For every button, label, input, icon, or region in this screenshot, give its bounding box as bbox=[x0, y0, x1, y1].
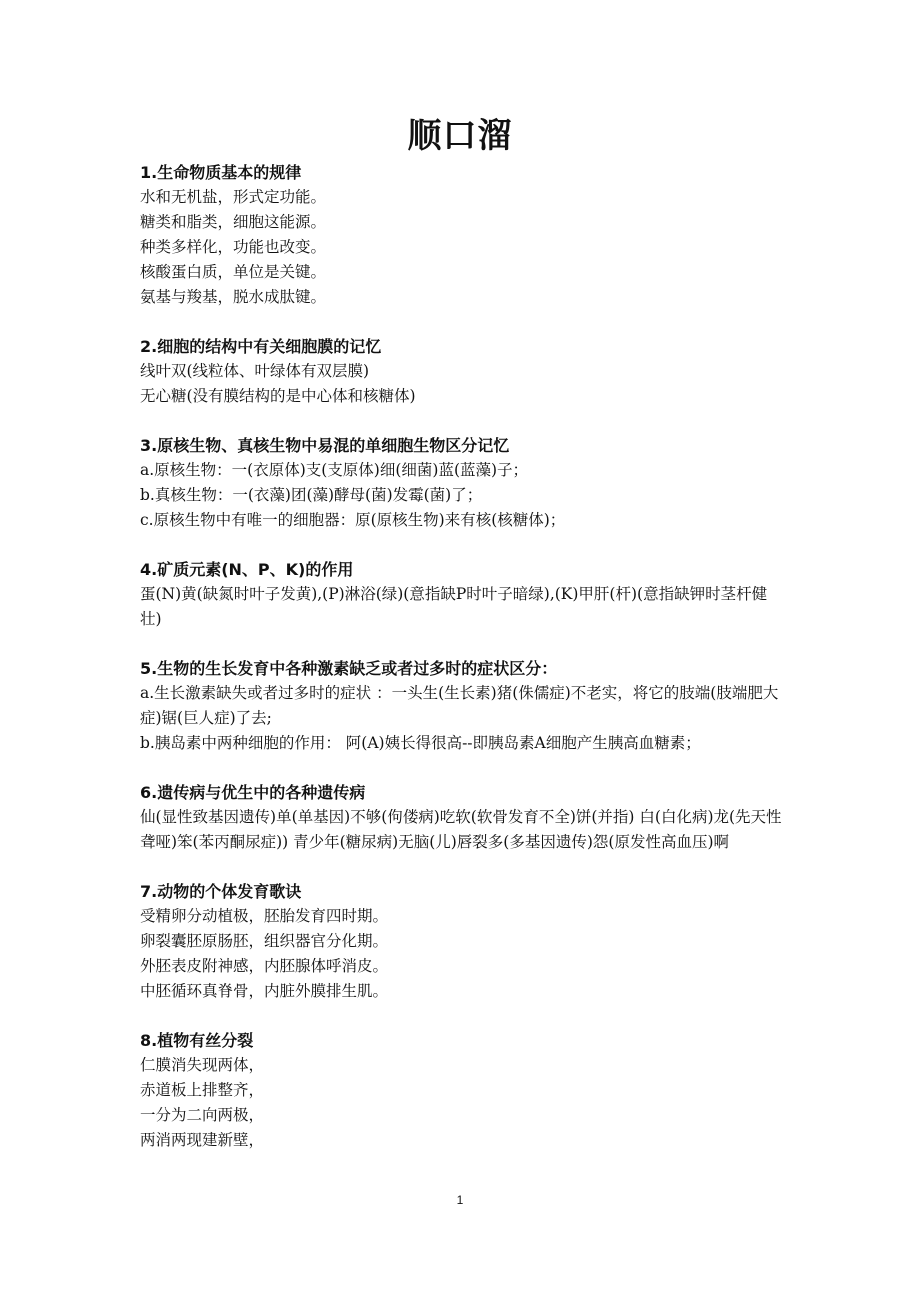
text-line: 一分为二向两极， bbox=[140, 1106, 265, 1124]
text-line: a.生长激素缺失或者过多时的症状 ：一头生(生长素)猪(侏儒症)不老实，将它的肢端(肢端肥大症)锯(巨人症)了去; bbox=[140, 684, 779, 727]
section-3 bbox=[140, 433, 782, 533]
text-line: 糖类和脂类，细胞这能源。 bbox=[140, 213, 327, 231]
section-heading: 3.原核生物、真核生物中易混的单细胞生物区分记忆 bbox=[140, 436, 510, 455]
section-heading: 5.生物的生长发育中各种激素缺乏或者过多时的症状区分： bbox=[140, 659, 558, 678]
section-heading: 2.细胞的结构中有关细胞膜的记忆 bbox=[140, 337, 382, 356]
document-body bbox=[140, 160, 782, 1177]
text-line: 受精卵分动植极，胚胎发育四时期。 bbox=[140, 907, 389, 925]
text-line: 中胚循环真脊骨，内脏外膜排生肌。 bbox=[140, 982, 389, 1000]
text-line: 核酸蛋白质，单位是关键。 bbox=[140, 263, 327, 281]
section-4 bbox=[140, 557, 782, 632]
section-1 bbox=[140, 160, 782, 310]
text-line: 赤道板上排整齐， bbox=[140, 1081, 265, 1099]
text-line: 两消两现建新壁， bbox=[140, 1131, 265, 1149]
section-heading: 8.植物有丝分裂 bbox=[140, 1031, 254, 1050]
text-line: 水和无机盐，形式定功能。 bbox=[140, 188, 327, 206]
text-line: b.胰岛素中两种细胞的作用： 阿(A)姨长得很高--即胰岛素A细胞产生胰高血糖素； bbox=[140, 734, 701, 752]
text-line: 种类多样化，功能也改变。 bbox=[140, 238, 327, 256]
text-line: 卵裂囊胚原肠胚，组织器官分化期。 bbox=[140, 932, 389, 950]
text-line: c.原核生物中有唯一的细胞器：原(原核生物)来有核(核糖体)； bbox=[140, 511, 566, 529]
text-line: a.原核生物：一(衣原体)支(支原体)细(细菌)蓝(蓝藻)子； bbox=[140, 461, 529, 479]
text-line: 蛋(N)黄(缺氮时叶子发黄),(P)淋浴(绿)(意指缺P时叶子暗绿),(K)甲肝(杆)(意指缺钾时茎杆健壮) bbox=[140, 585, 768, 628]
section-heading: 6.遗传病与优生中的各种遗传病 bbox=[140, 783, 366, 802]
section-heading: 4.矿质元素(N、P、K)的作用 bbox=[140, 560, 354, 579]
text-line: b.真核生物：一(衣藻)团(藻)酵母(菌)发霉(菌)了； bbox=[140, 486, 483, 504]
text-line: 仙(显性致基因遗传)单(单基因)不够(佝偻病)吃软(软骨发育不全)饼(并指) 白(白化病)龙(先天性聋哑)笨(苯丙酮尿症)) 青少年(糖尿病)无脑(儿)唇裂多(多基因遗传)怨(原发性高血压)啊 bbox=[140, 808, 782, 851]
section-8 bbox=[140, 1028, 782, 1153]
section-6 bbox=[140, 780, 782, 855]
section-heading: 7.动物的个体发育歌诀 bbox=[140, 882, 302, 901]
page-number: 1 bbox=[456, 1193, 464, 1207]
section-7 bbox=[140, 879, 782, 1004]
page-title: 顺口溜 bbox=[407, 116, 513, 156]
text-line: 无心糖(没有膜结构的是中心体和核糖体) bbox=[140, 387, 416, 405]
text-line: 外胚表皮附神感，内胚腺体呼消皮。 bbox=[140, 957, 389, 975]
section-heading: 1.生命物质基本的规律 bbox=[140, 163, 302, 182]
text-line: 仁膜消失现两体， bbox=[140, 1056, 265, 1074]
text-line: 线叶双(线粒体、叶绿体有双层膜) bbox=[140, 362, 370, 380]
section-2 bbox=[140, 334, 782, 409]
text-line: 氨基与羧基，脱水成肽键。 bbox=[140, 288, 327, 306]
section-5 bbox=[140, 656, 782, 756]
